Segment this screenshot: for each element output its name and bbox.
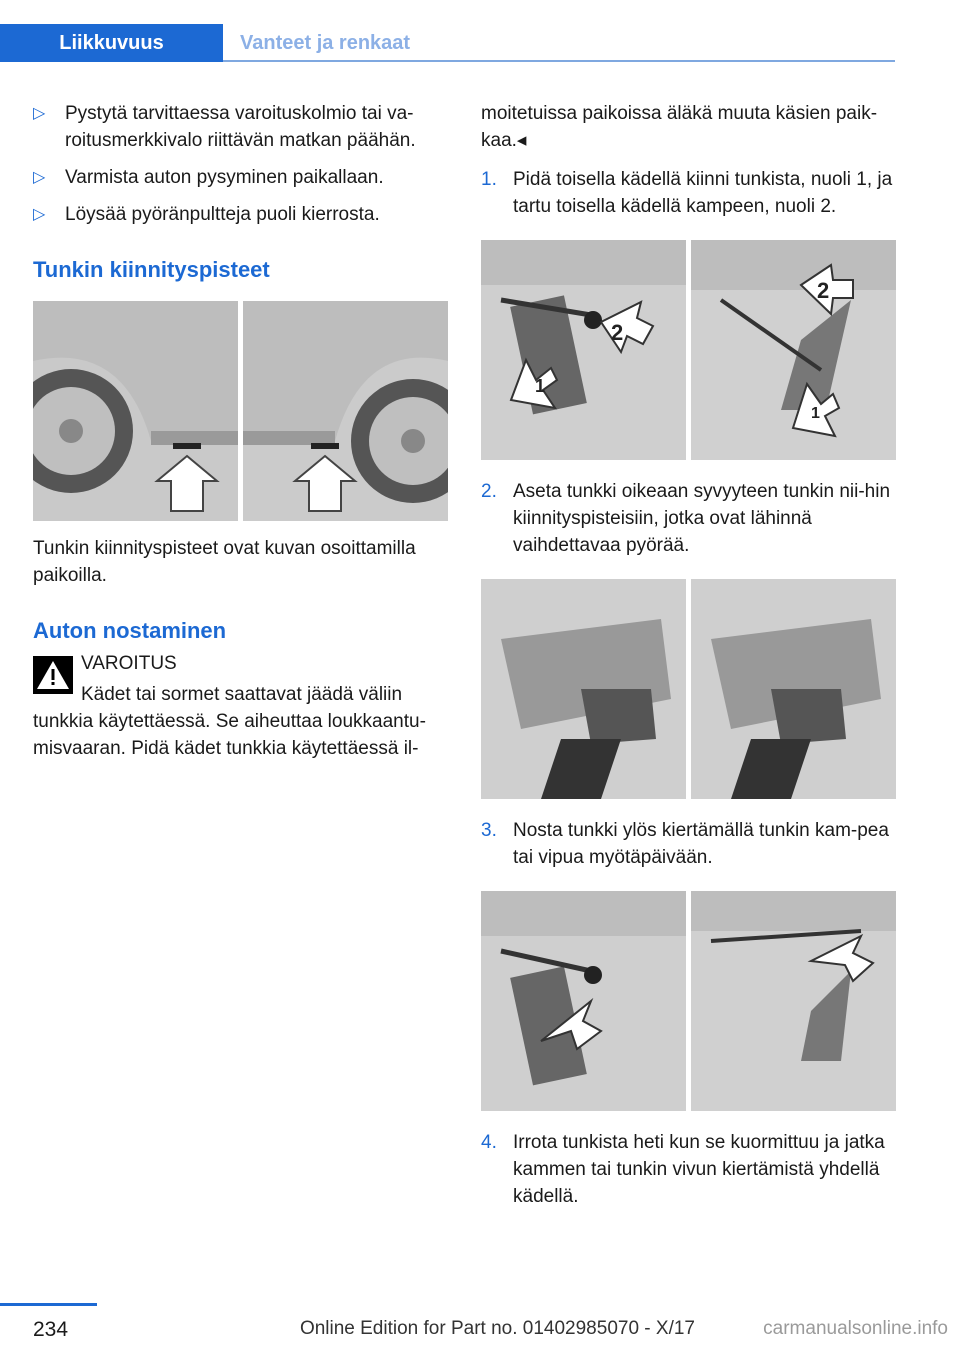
tab-liikkuvuus[interactable]: Liikkuvuus	[0, 24, 223, 62]
jack-points-illustration	[33, 301, 448, 521]
edition-text: Online Edition for Part no. 01402985070 - X/17	[299, 1318, 695, 1339]
arrow-label: 2	[611, 320, 624, 345]
step-item: 3. Nosta tunkki ylös kiertämällä tunkin kam-pea tai vipua myötäpäivään.	[481, 817, 895, 871]
warning-text-rest: tunkkia käytettäessä. Se aiheuttaa loukkaantu-misvaaran. Pidä kädet tunkkia käytettäessä il-	[33, 711, 426, 759]
triangle-bullet-icon: ▷	[33, 169, 46, 186]
step-number: 4.	[481, 1132, 497, 1153]
watermark: carmanualsonline.info	[763, 1318, 948, 1339]
warning-text-line1: Kädet tai sormet saattavat jäädä väliin	[81, 684, 403, 705]
right-column	[481, 100, 895, 1210]
page-number: 234	[33, 1318, 69, 1341]
warning-title: VAROITUS	[81, 653, 177, 674]
bullet-item: ▷ Löysää pyöränpultteja puoli kierrosta.	[33, 201, 448, 228]
section-heading-lifting: Auton nostaminen	[33, 618, 227, 643]
step-number: 3.	[481, 820, 497, 841]
arrow-label: 1	[535, 376, 546, 396]
arrow-label: 2	[817, 278, 830, 303]
arrow-label: 1	[811, 405, 820, 422]
step2-illustration	[481, 579, 896, 799]
header-bar	[0, 24, 895, 62]
step-item: 1. Pidä toisella kädellä kiinni tunkista, nuoli 1, ja tartu toisella kädellä kampeen, nuoli 2.	[481, 166, 895, 220]
tab-vanteet-ja-renkaat[interactable]: Vanteet ja renkaat	[240, 32, 411, 54]
triangle-bullet-icon: ▷	[33, 206, 46, 223]
step3-illustration	[481, 891, 896, 1111]
bullet-item: ▷ Pystytä tarvittaessa varoituskolmio tai va-roitusmerkkivalo riittävän matkan päähän.	[33, 100, 448, 154]
triangle-bullet-icon: ▷	[33, 105, 46, 122]
section-heading-jack-points: Tunkin kiinnityspisteet	[33, 257, 270, 282]
step-item: 4. Irrota tunkista heti kun se kuormittuu ja jatka kammen tai tunkin vivun kiertämistä yhdellä kädellä.	[481, 1129, 895, 1210]
step-number: 2.	[481, 481, 497, 502]
warning-block	[33, 650, 448, 762]
bullet-item: ▷ Varmista auton pysyminen paikallaan.	[33, 164, 448, 191]
left-column	[33, 100, 448, 762]
footer-accent-line	[0, 1303, 97, 1306]
warning-triangle-icon	[33, 656, 73, 694]
step-item: 2. Aseta tunkki oikeaan syvyyteen tunkin nii-hin kiinnityspisteisiin, jotka ovat lähinnä vaihdettavaa pyörää.	[481, 478, 895, 559]
warning-continuation: moitetuissa paikoissa äläkä muuta käsien paik-kaa.◂	[481, 103, 878, 151]
header-divider	[223, 60, 895, 62]
step-number: 1.	[481, 169, 497, 190]
step1-illustration	[481, 240, 896, 460]
jack-points-description: Tunkin kiinnityspisteet ovat kuvan osoittamilla paikoilla.	[33, 538, 416, 586]
